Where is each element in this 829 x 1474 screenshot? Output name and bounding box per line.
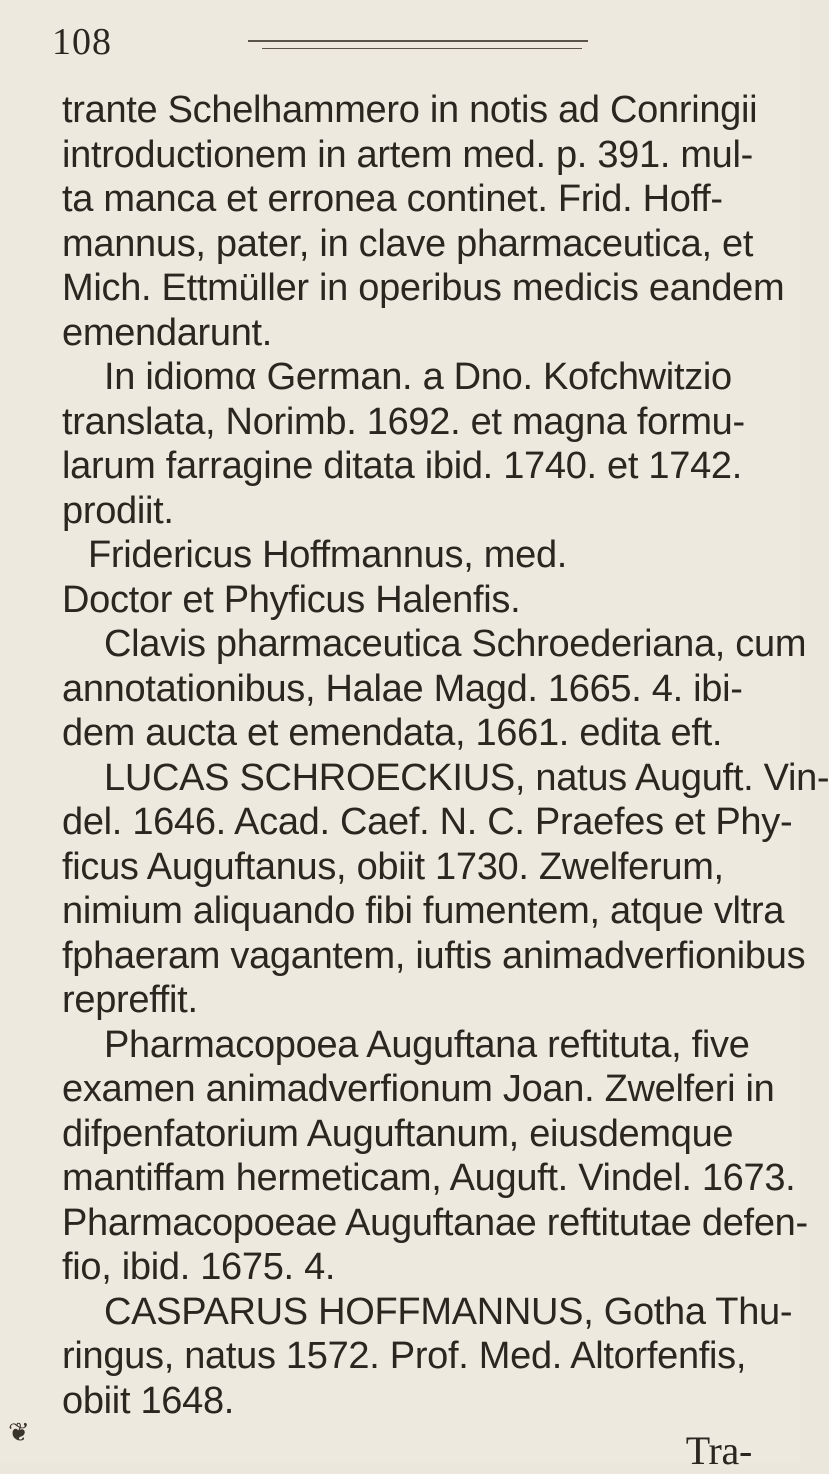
text-line: mantiffam hermeticam, Auguft. Vindel. 1673. <box>62 1157 796 1199</box>
text-line: In idiomα German. a Dno. Kofchwitzio <box>104 356 732 398</box>
text-line: ringus, natus 1572. Prof. Med. Altorfenfis, <box>62 1335 747 1377</box>
ornament-icon: ❦ <box>8 1418 30 1447</box>
header-rule <box>248 40 588 42</box>
header-rule-thin <box>262 48 582 49</box>
text-line: fphaeram vagantem, iuftis animadverfionibus <box>62 934 806 977</box>
text-line: Doctor et Phyficus Halenfis. <box>62 578 521 621</box>
text-line: fio, ibid. 1675. 4. <box>62 1246 336 1288</box>
text-line: mannus, pater, in clave pharmaceutica, et <box>62 222 754 265</box>
author-heading: CASPARUS HOFFMANNUS, Gotha Thu- <box>104 1290 793 1333</box>
text-line: ficus Auguftanus, obiit 1730. Zwelferum, <box>62 845 724 888</box>
text-line: Pharmacopoea Auguftana reftituta, five <box>104 1023 750 1066</box>
author-heading: Fridericus Hoffmannus, med. <box>88 534 568 576</box>
text-line: ta manca et erronea continet. Frid. Hoff- <box>62 178 723 220</box>
page-body <box>62 88 829 1474</box>
text-line: obiit 1648. <box>62 1379 235 1422</box>
text-line: introductionem in artem med. p. 391. mul- <box>62 133 754 176</box>
text-line: annotationibus, Halae Magd. 1665. 4. ibi- <box>62 667 743 710</box>
text-line: Pharmacopoeae Auguftanae reftitutae defen- <box>62 1201 808 1244</box>
author-heading: LUCAS SCHROECKIUS, natus Auguft. Vin- <box>104 756 829 799</box>
text-line: emendarunt. <box>62 311 273 354</box>
page-header <box>52 12 752 72</box>
text-line: prodiit. <box>62 489 174 532</box>
text-line: repreffit. <box>62 979 198 1021</box>
catchword: Tra- <box>685 1428 752 1473</box>
text-line: larum farragine ditata ibid. 1740. et 1742. <box>62 445 742 487</box>
text-line: dem aucta et emendata, 1661. edita eft. <box>62 712 723 754</box>
text-line: Clavis pharmaceutica Schroederiana, cum <box>104 623 807 665</box>
text-line: del. 1646. Acad. Caef. N. C. Praefes et Phy- <box>62 801 793 843</box>
text-line: Mich. Ettmüller in operibus medicis eandem <box>62 267 785 309</box>
page-number: 108 <box>52 21 112 63</box>
text-line: translata, Norimb. 1692. et magna formu- <box>62 400 745 443</box>
text-line: examen animadverfionum Joan. Zwelferi in <box>62 1068 775 1110</box>
text-line: nimium aliquando fibi fumentem, atque vltra <box>62 890 785 932</box>
text-line: trante Schelhammero in notis ad Conringii <box>62 89 758 131</box>
text-line: difpenfatorium Auguftanum, eiusdemque <box>62 1112 734 1155</box>
